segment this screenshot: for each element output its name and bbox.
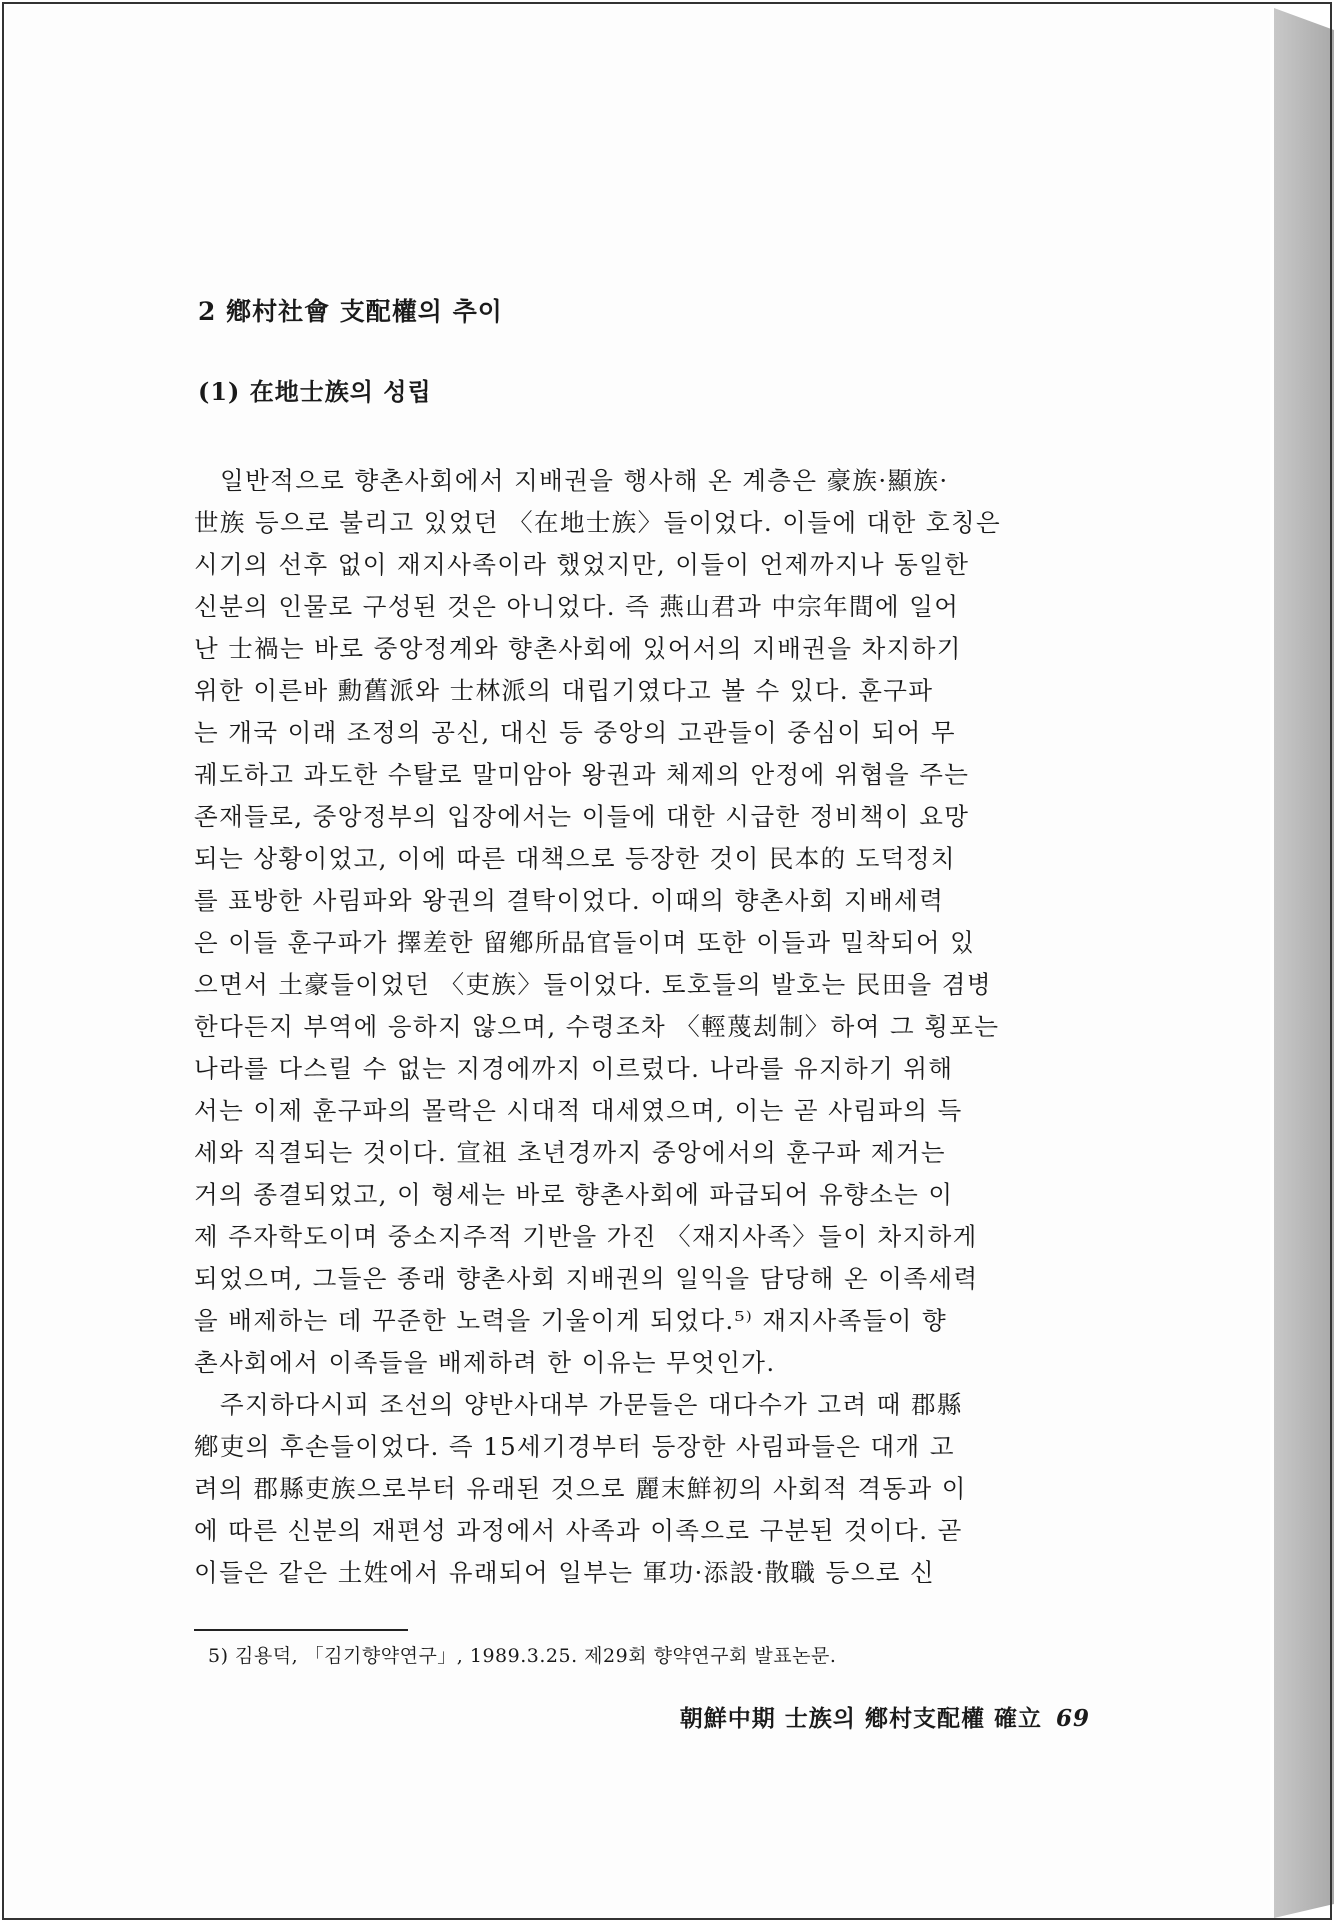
body-line: 존재들로, 중앙정부의 입장에서는 이들에 대한 시급한 정비책이 요망 <box>194 802 970 831</box>
body-line: 世族 등으로 불리고 있었던 〈在地士族〉들이었다. 이들에 대한 호칭은 <box>194 508 1002 537</box>
running-head-title: 朝鮮中期 士族의 鄕村支配權 確立 <box>679 1705 1042 1732</box>
body-line: 거의 종결되었고, 이 형세는 바로 향촌사회에 파급되어 유향소는 이 <box>194 1180 954 1209</box>
body-line: 되는 상황이었고, 이에 따른 대책으로 등장한 것이 民本的 도덕정치 <box>194 844 956 873</box>
body-line: 鄕吏의 후손들이었다. 즉 15세기경부터 등장한 사림파들은 대개 고 <box>194 1432 955 1461</box>
body-line: 한다든지 부역에 응하지 않으며, 수령조차 〈輕蔑刦制〉하여 그 횡포는 <box>194 1012 1000 1041</box>
body-line: 되었으며, 그들은 종래 향촌사회 지배권의 일익을 담당해 온 이족세력 <box>194 1264 979 1293</box>
body-line: 일반적으로 향촌사회에서 지배권을 행사해 온 계층은 豪族·顯族· <box>220 466 949 495</box>
body-line: 난 士禍는 바로 중앙정계와 향촌사회에 있어서의 지배권을 차지하기 <box>194 634 962 663</box>
section-title: 2 鄕村社會 支配權의 추이 <box>198 297 503 326</box>
body-line: 려의 郡縣吏族으로부터 유래된 것으로 麗末鮮初의 사회적 격동과 이 <box>194 1474 967 1503</box>
body-line: 세와 직결되는 것이다. 宣祖 초년경까지 중앙에서의 훈구파 제거는 <box>194 1138 946 1167</box>
body-line: 이들은 같은 土姓에서 유래되어 일부는 軍功·添設·散職 등으로 신 <box>194 1558 936 1587</box>
page-number: 69 <box>1055 1705 1090 1732</box>
body-line: 을 배제하는 데 꾸준한 노력을 기울이게 되었다.⁵⁾ 재지사족들이 향 <box>194 1306 948 1335</box>
body-line: 위한 이른바 勳舊派와 士林派의 대립기였다고 볼 수 있다. 훈구파 <box>194 676 934 705</box>
body-line: 를 표방한 사림파와 왕권의 결탁이었다. 이때의 향촌사회 지배세력 <box>194 886 945 915</box>
footnote: 5) 김용덕, 「김기향약연구」, 1989.3.25. 제29회 향약연구회 발표논문. <box>208 1645 837 1667</box>
body-line: 시기의 선후 없이 재지사족이라 했었지만, 이들이 언제까지나 동일한 <box>194 550 970 579</box>
body-line: 제 주자학도이며 중소지주적 기반을 가진 〈재지사족〉들이 차지하게 <box>194 1222 978 1251</box>
page-border <box>2 2 1332 1920</box>
body-line: 궤도하고 과도한 수탈로 말미암아 왕권과 체제의 안정에 위협을 주는 <box>194 760 970 789</box>
body-line: 으면서 土豪들이었던 〈吏族〉들이었다. 토호들의 발호는 民田을 겸병 <box>194 970 992 999</box>
subsection-title: (1) 在地士族의 성립 <box>198 377 432 406</box>
body-line: 신분의 인물로 구성된 것은 아니었다. 즉 燕山君과 中宗年間에 일어 <box>194 592 960 621</box>
body-line: 는 개국 이래 조정의 공신, 대신 등 중앙의 고관들이 중심이 되어 무 <box>194 718 956 747</box>
body-line: 주지하다시피 조선의 양반사대부 가문들은 대다수가 고려 때 郡縣 <box>220 1390 963 1419</box>
body-line: 에 따른 신분의 재편성 과정에서 사족과 이족으로 구분된 것이다. 곧 <box>194 1516 963 1545</box>
body-line: 은 이들 훈구파가 擇差한 留鄕所品官들이며 또한 이들과 밀착되어 있 <box>194 928 976 957</box>
body-line: 촌사회에서 이족들을 배제하려 한 이유는 무엇인가. <box>194 1348 776 1377</box>
body-line: 나라를 다스릴 수 없는 지경에까지 이르렀다. 나라를 유지하기 위해 <box>194 1054 954 1083</box>
body-line: 서는 이제 훈구파의 몰락은 시대적 대세였으며, 이는 곧 사림파의 득 <box>194 1096 963 1125</box>
